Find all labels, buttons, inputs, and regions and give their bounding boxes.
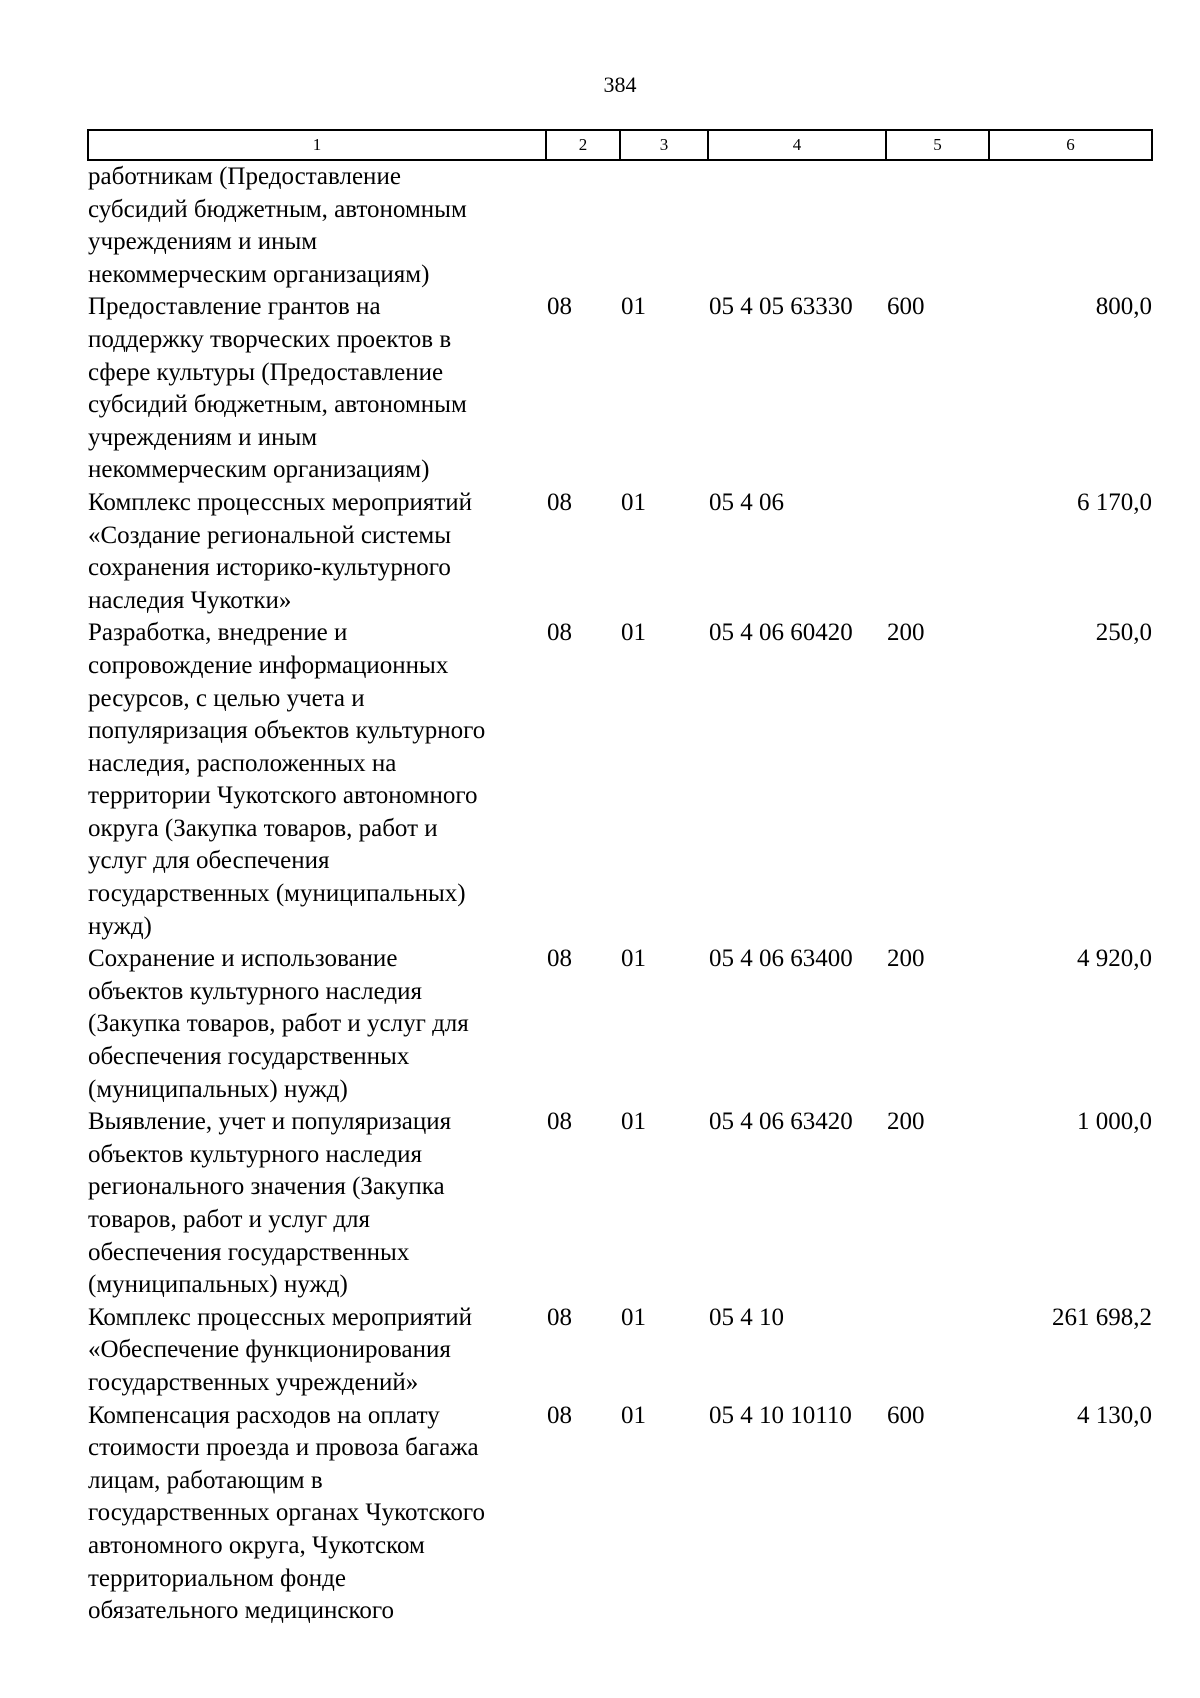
expense-name: Комплекс процессных мероприятий «Обеспечение функционирования государственных учреждений» <box>88 1303 473 1396</box>
expense-name: Сохранение и использование объектов культурного наследия (Закупка товаров, работ и услуг для обеспечения государственных (муниципальных) нужд) <box>88 945 469 1103</box>
column-number-header: 3 <box>620 130 708 160</box>
expense-type-code: 200 <box>887 619 925 647</box>
subsection-code <box>620 160 708 291</box>
amount: 261 698,2 <box>1052 1303 1152 1331</box>
subsection-code: 01 <box>621 293 646 321</box>
amount: 6 170,0 <box>1077 488 1152 516</box>
section-code: 08 <box>547 1401 572 1429</box>
section-code: 08 <box>547 488 572 516</box>
expense-name: Предоставление грантов на поддержку творческих проектов в сфере культуры (Предоставление субсидий бюджетным, автономным учреждениям и иным некоммерческим организациям) <box>88 293 467 484</box>
table-row <box>88 1400 1152 1628</box>
page-number: 384 <box>603 72 637 97</box>
amount: 800,0 <box>1095 293 1152 321</box>
subsection-code: 01 <box>621 619 646 647</box>
target-item-code: 05 4 05 63330 <box>709 293 853 321</box>
subsection-code: 01 <box>621 488 646 516</box>
table-row <box>88 160 1152 291</box>
table-row <box>88 1106 1152 1302</box>
section-code: 08 <box>547 619 572 647</box>
amount: 1 000,0 <box>1077 1108 1152 1136</box>
column-number-header: 5 <box>886 130 989 160</box>
expense-name: Компенсация расходов на оплату стоимости проезда и провоза багажа лицам, работающим в государственных органах Чукотского автономного округа, Чукотском территориальном фонде обязательного медицинского <box>88 1401 486 1625</box>
target-item-code: 05 4 06 60420 <box>709 619 853 647</box>
target-item-code: 05 4 06 63400 <box>709 945 853 973</box>
section-code: 08 <box>547 293 572 321</box>
expense-type-code: 600 <box>887 293 925 321</box>
subsection-code: 01 <box>621 1108 646 1136</box>
expense-name: работникам (Предоставление субсидий бюджетным, автономным учреждениям и иным некоммерческим организациям) <box>88 163 467 288</box>
expense-type-code: 200 <box>887 945 925 973</box>
column-number-header: 6 <box>989 130 1152 160</box>
budget-table <box>87 129 1153 1628</box>
target-item-code <box>708 160 886 291</box>
section-code: 08 <box>547 1108 572 1136</box>
column-number-header: 1 <box>88 130 546 160</box>
amount: 4 130,0 <box>1077 1401 1152 1429</box>
column-number-row <box>88 130 1152 160</box>
table-row <box>88 943 1152 1106</box>
amount <box>989 160 1152 291</box>
subsection-code: 01 <box>621 1303 646 1331</box>
section-code: 08 <box>547 1303 572 1331</box>
target-item-code: 05 4 06 63420 <box>709 1108 853 1136</box>
expense-name: Разработка, внедрение и сопровождение информационных ресурсов, с целью учета и популяризация объектов культурного наследия, расположенных на территории Чукотского автономного округа (Закупка товаров, работ и услуг для обеспечения государственных (муниципальных) нужд) <box>88 619 486 940</box>
column-number-header: 4 <box>708 130 886 160</box>
section-code: 08 <box>547 945 572 973</box>
table-row <box>88 1302 1152 1400</box>
table-row <box>88 617 1152 943</box>
target-item-code: 05 4 06 <box>709 488 784 516</box>
subsection-code: 01 <box>621 1401 646 1429</box>
amount: 4 920,0 <box>1077 945 1152 973</box>
amount: 250,0 <box>1095 619 1152 647</box>
expense-type-code: 200 <box>887 1108 925 1136</box>
expense-type-code <box>886 487 989 617</box>
subsection-code: 01 <box>621 945 646 973</box>
expense-type-code <box>886 160 989 291</box>
expense-type-code: 600 <box>887 1401 925 1429</box>
section-code <box>546 160 620 291</box>
expense-name: Выявление, учет и популяризация объектов культурного наследия регионального значения (Закупка товаров, работ и услуг для обеспечения государственных (муниципальных) нужд) <box>88 1108 452 1299</box>
target-item-code: 05 4 10 10110 <box>709 1401 852 1429</box>
expense-type-code <box>886 1302 989 1400</box>
table-row <box>88 487 1152 617</box>
column-number-header: 2 <box>546 130 620 160</box>
expense-name: Комплекс процессных мероприятий «Создание региональной системы сохранения историко-культурного наследия Чукотки» <box>88 488 473 614</box>
target-item-code: 05 4 10 <box>709 1303 784 1331</box>
table-row <box>88 291 1152 487</box>
